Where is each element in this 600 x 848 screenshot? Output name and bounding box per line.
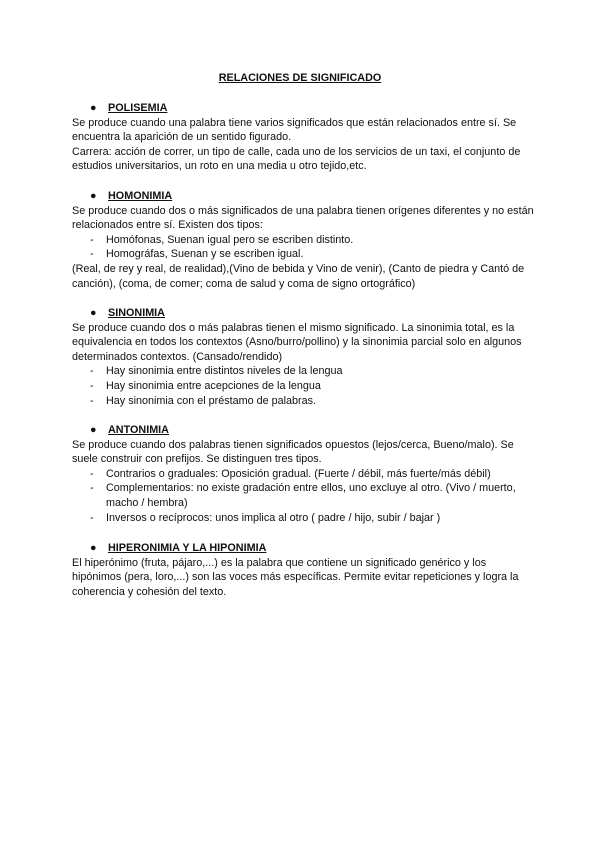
- heading-text: HIPERONIMIA Y LA HIPONIMIA: [108, 542, 267, 554]
- list-item-text: Contrarios o graduales: Oposición gradual. (Fuerte / débil, más fuerte/más débil): [106, 467, 491, 480]
- list-item-text: Inversos o recíprocos: unos implica al otro ( padre / hijo, subir / bajar ): [106, 511, 441, 524]
- section-homonimia: [72, 189, 534, 291]
- bullet-icon: ●: [90, 102, 97, 114]
- heading-text: ANTONIMIA: [108, 424, 169, 436]
- paragraph: Se produce cuando dos o más palabras tienen el mismo significado. La sinonimia total, es la equivalencia en todos los contextos (Asno/burro/pollino) y la sinonimia parcial solo en algunos determinados contextos. (Cansado/rendido): [72, 321, 522, 363]
- bullet-icon: ●: [90, 307, 97, 319]
- list-item-text: Hay sinonimia entre acepciones de la lengua: [106, 379, 321, 392]
- dash-icon: -: [90, 394, 94, 407]
- list-item-text: Complementarios: no existe gradación entre ellos, uno excluye al otro. (Vivo / muerto, macho / hembra): [106, 482, 516, 509]
- type-list: [72, 233, 534, 262]
- heading-text: HOMONIMIA: [108, 190, 173, 202]
- paragraph: Se produce cuando una palabra tiene varios significados que están relacionados entre sí. Se encuentra la aparición de un sentido figurado.: [72, 116, 517, 144]
- list-item: [72, 233, 534, 248]
- dash-icon: -: [90, 233, 94, 246]
- bullet-icon: ●: [90, 424, 97, 436]
- dash-icon: -: [90, 482, 94, 495]
- bullet-icon: ●: [90, 542, 97, 554]
- list-item-text: Hay sinonimia entre distintos niveles de la lengua: [106, 365, 343, 378]
- section-sinonimia: [72, 306, 534, 408]
- list-item: [72, 467, 534, 482]
- dash-icon: -: [90, 467, 94, 480]
- section-hiperonimia: [72, 541, 534, 599]
- paragraph: El hiperónimo (fruta, pájaro,...) es la palabra que contiene un significado genérico y los hipónimos (pera, loro,...) son las voces más específicas. Permite evitar repeticiones y logra la coherencia y cohesión del texto.: [72, 556, 519, 598]
- section-heading: [72, 101, 534, 116]
- heading-text: POLISEMIA: [108, 102, 168, 114]
- list-item-text: Homográfas, Suenan y se escriben igual.: [106, 248, 304, 261]
- dash-icon: -: [90, 248, 94, 261]
- section-heading: [72, 189, 534, 204]
- list-item-text: Hay sinonimia con el préstamo de palabras.: [106, 394, 317, 407]
- section-heading: [72, 423, 534, 438]
- paragraph: Se produce cuando dos palabras tienen significados opuestos (lejos/cerca, Bueno/malo). Se suele construir con prefijos. Se distinguen tres tipos.: [72, 438, 514, 466]
- dash-icon: -: [90, 365, 94, 378]
- list-item: [72, 394, 534, 409]
- dash-icon: -: [90, 511, 94, 524]
- paragraph: (Real, de rey y real, de realidad),(Vino de bebida y Vino de venir), (Canto de piedra y Cantó de canción), (coma, de comer; coma de salud y coma de signo ortográfico): [72, 262, 525, 290]
- bullet-icon: ●: [90, 190, 97, 202]
- type-list: [72, 467, 534, 525]
- document-title: RELACIONES DE SIGNIFICADO: [218, 72, 382, 84]
- paragraph: Se produce cuando dos o más significados de una palabra tienen orígenes diferentes y no están relacionados entre sí. Existen dos tipos:: [72, 204, 534, 232]
- list-item-text: Homófonas, Suenan igual pero se escriben distinto.: [106, 233, 354, 246]
- section-heading: [72, 306, 534, 321]
- dash-icon: -: [90, 379, 94, 392]
- section-polisemia: [72, 101, 534, 174]
- list-item: [72, 364, 534, 379]
- heading-text: SINONIMIA: [108, 307, 165, 319]
- list-item: [72, 511, 534, 526]
- paragraph: Carrera: acción de correr, un tipo de calle, cada uno de los servicios de un taxi, el conjunto de estudios universitarios, un roto en una media u otro tejido,etc.: [72, 145, 521, 173]
- section-antonimia: [72, 423, 534, 525]
- list-item: [72, 379, 534, 394]
- list-item: [72, 481, 534, 510]
- section-heading: [72, 541, 534, 556]
- type-list: [72, 364, 534, 408]
- list-item: [72, 247, 534, 262]
